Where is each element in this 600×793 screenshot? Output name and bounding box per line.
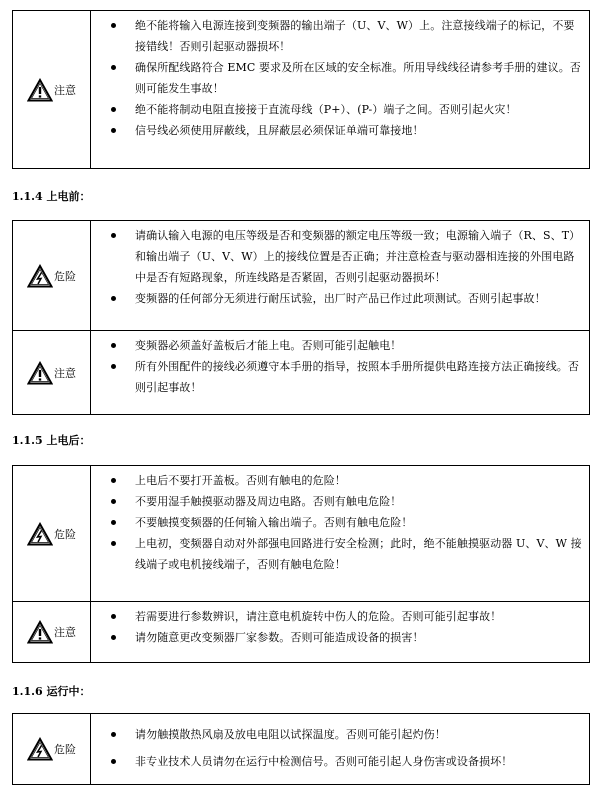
list-item [91,512,583,533]
list-item [91,470,583,491]
label-group [27,264,76,288]
list-item [91,99,583,120]
list-item [91,288,583,309]
bullet-icon [91,15,135,57]
warning-exclamation-icon [27,620,53,644]
table-row [13,601,589,662]
bullet-icon [91,470,135,491]
safety-table-after-power-on [12,465,590,663]
row-label: 注意 [54,366,76,380]
bullet-icon [91,533,135,575]
row-content [91,714,589,784]
list-item [91,751,583,772]
row-content [91,602,589,662]
section-heading-1-1-5: 1.1.5 上电后： [12,434,91,447]
row-label-cell [13,602,91,662]
row-label-cell [13,221,91,330]
section-heading-1-1-4: 1.1.4 上电前： [12,190,91,203]
bullet-icon [91,751,135,772]
row-label: 危险 [54,527,76,541]
label-group [27,78,76,102]
safety-table-before-power-on [12,220,590,415]
list-item [91,356,583,398]
bullet-icon [91,335,135,356]
table-row [13,466,589,601]
list-item [91,606,583,627]
row-label: 注意 [54,626,76,639]
row-content [91,221,589,330]
warning-lightning-icon [27,737,53,761]
item-text: 所有外围配件的接线必须遵守本手册的指导，按照本手册所提供电路连接方法正确接线。否则引起事故！ [135,360,579,394]
list-item [91,57,583,99]
safety-table-during-operation [12,713,590,785]
bullet-icon [91,606,135,627]
bullet-icon [91,724,135,745]
table-row [13,221,589,330]
bullet-icon [91,627,135,648]
list-item [91,533,583,575]
bullet-icon [91,356,135,398]
row-label: 危险 [54,269,76,283]
row-content [91,466,589,601]
item-text: 不要触摸变频器的任何输入输出端子。否则有触电危险！ [135,516,413,529]
list-item [91,491,583,512]
bullet-icon [91,512,135,533]
row-content [91,331,589,414]
item-text: 请确认输入电源的电压等级是否和变频器的额定电压等级一致；电源输入端子（R、S、T）和输出端子（U、V、W）上的接线位置是否正确；并注意检查与驱动器相连接的外围电路中是否有短路现象，所连线路是否紧固，否则引起驱动器损坏！ [135,229,581,284]
item-text: 确保所配线路符合 EMC 要求及所在区域的安全标准。所用导线线径请参考手册的建议。否则可能发生事故！ [135,61,581,95]
table-row [13,11,589,168]
bullet-icon [91,120,135,141]
section-heading-1-1-6: 1.1.6 运行中： [12,685,91,698]
list-item [91,15,583,57]
row-label: 危险 [54,743,76,756]
warning-exclamation-icon [27,78,53,102]
row-label: 注意 [54,83,76,97]
list-item [91,627,583,648]
item-text: 变频器必须盖好盖板后才能上电。否则可能引起触电！ [135,339,402,352]
warning-lightning-icon [27,522,53,546]
label-group [27,620,76,644]
item-text: 请勿触摸散热风扇及放电电阻以试探温度。否则可能引起灼伤！ [135,728,446,741]
item-text: 请勿随意更改变频器厂家参数。否则可能造成设备的损害！ [135,631,424,644]
item-text: 若需要进行参数辨识，请注意电机旋转中伤人的危险。否则可能引起事故！ [135,610,502,623]
item-text: 上电后不要打开盖板。否则有触电的危险！ [135,474,346,487]
safety-table-wiring [12,10,590,169]
bullet-icon [91,288,135,309]
item-text: 信号线必须使用屏蔽线，且屏蔽层必须保证单端可靠接地！ [135,124,424,137]
list-item [91,225,583,288]
item-text: 上电初，变频器自动对外部强电回路进行安全检测；此时，绝不能触摸驱动器 U、V、W 接线端子或电机接线端子，否则有触电危险！ [135,537,582,571]
bullet-icon [91,99,135,120]
table-row [13,714,589,784]
row-label-cell [13,466,91,601]
label-group [27,737,76,761]
label-group [27,522,76,546]
bullet-icon [91,225,135,288]
table-row [13,330,589,414]
bullet-icon [91,491,135,512]
warning-exclamation-icon [27,361,53,385]
row-label-cell [13,11,91,168]
row-content [91,11,589,168]
item-text: 非专业技术人员请勿在运行中检测信号。否则可能引起人身伤害或设备损坏！ [135,755,513,768]
list-item [91,724,583,745]
list-item [91,120,583,141]
list-item [91,335,583,356]
bullet-icon [91,57,135,99]
item-text: 变频器的任何部分无须进行耐压试验，出厂时产品已作过此项测试。否则引起事故！ [135,292,546,305]
item-text: 绝不能将输入电源连接到变频器的输出端子（U、V、W）上。注意接线端子的标记，不要接错线！否则引起驱动器损坏！ [135,19,575,53]
label-group [27,361,76,385]
row-label-cell [13,714,91,784]
warning-lightning-icon [27,264,53,288]
item-text: 绝不能将制动电阻直接接于直流母线（P+）、(P-）端子之间。否则引起火灾！ [135,103,517,116]
item-text: 不要用湿手触摸驱动器及周边电路。否则有触电危险！ [135,495,402,508]
row-label-cell [13,331,91,414]
